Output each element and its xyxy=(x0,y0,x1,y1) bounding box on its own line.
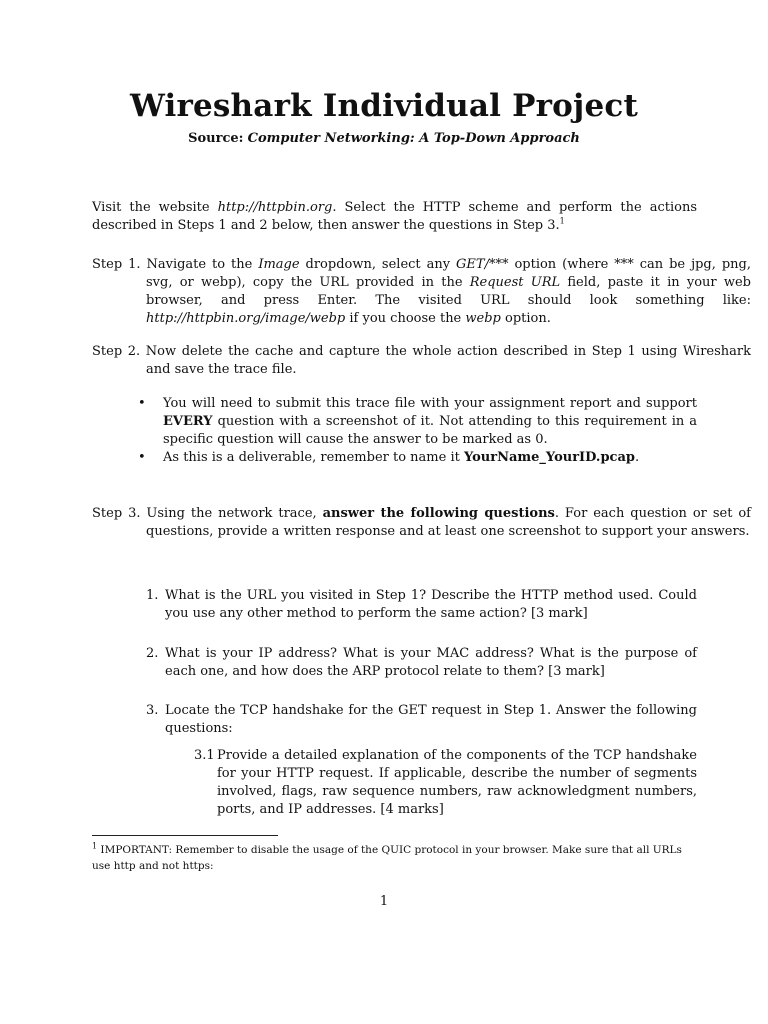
footnote-separator xyxy=(92,835,278,836)
question-item: 3. Locate the TCP handshake for the GET request in Step 1. Answer the following questions: xyxy=(146,703,697,736)
subtitle xyxy=(0,131,768,146)
footnote-ref: 1 xyxy=(559,216,565,226)
intro-url: http://httpbin.org xyxy=(217,200,333,215)
step2-paragraph: Step 2. Now delete the cache and capture the whole action described in Step 1 using Wireshark and save the trace file. xyxy=(92,344,751,377)
step3-paragraph: Step 3. Using the network trace, answer the following questions. For each question or set of questions, provide a written response and at least one screenshot to support your answers. xyxy=(92,506,751,539)
question-item: 1. What is the URL you visited in Step 1? Describe the HTTP method used. Could you use any other method to perform the same action? [3 mark] xyxy=(146,588,697,621)
page-title: Wireshark Individual Project xyxy=(130,88,638,124)
source-book: Computer Networking: A Top-Down Approach xyxy=(247,131,580,146)
bullet-item: • As this is a deliverable, remember to name it YourName_YourID.pcap. xyxy=(138,450,640,465)
example-url: http://httpbin.org/image/webp xyxy=(146,311,346,326)
bullet-icon: • xyxy=(138,396,146,411)
question-item: 2. What is your IP address? What is your MAC address? What is the purpose of each one, and how does the ARP protocol relate to them? [3 mark] xyxy=(146,646,697,679)
source-label: Source: xyxy=(188,131,244,146)
step1-paragraph: Step 1. Navigate to the Image dropdown, select any GET/*** option (where *** can be jpg, png, svg, or webp), copy the URL provided in the Request URL field, paste it in your web browser, and press Enter. The visited URL should look something like: http://httpbin.org/image/webp if you choose the webp option. xyxy=(92,257,751,326)
subquestion-item: 3.1 Provide a detailed explanation of the components of the TCP handshake for your HTTP request. If applicable, describe the number of segments involved, flags, raw sequence numbers, raw acknowledgment numbers, ports, and IP addresses. [4 marks] xyxy=(194,748,697,817)
page-number: 1 xyxy=(379,894,389,909)
bullet-icon: • xyxy=(138,450,146,465)
bullet-item: • You will need to submit this trace file with your assignment report and support EVERY question with a screenshot of it. Not attending to this requirement in a specific question will cause the answer to be marked as 0. xyxy=(138,396,697,447)
step2-bullets xyxy=(134,395,697,467)
footnote: $^1$ IMPORTANT: Remember to disable the usage of the QUIC protocol in your browser. Make sure that all URLs use http and not https: xyxy=(92,841,682,872)
intro-paragraph: Visit the website http://httpbin.org. Select the HTTP scheme and perform the actions described in Steps 1 and 2 below, then answer the questions in Step 3.$^1$ xyxy=(92,200,697,233)
